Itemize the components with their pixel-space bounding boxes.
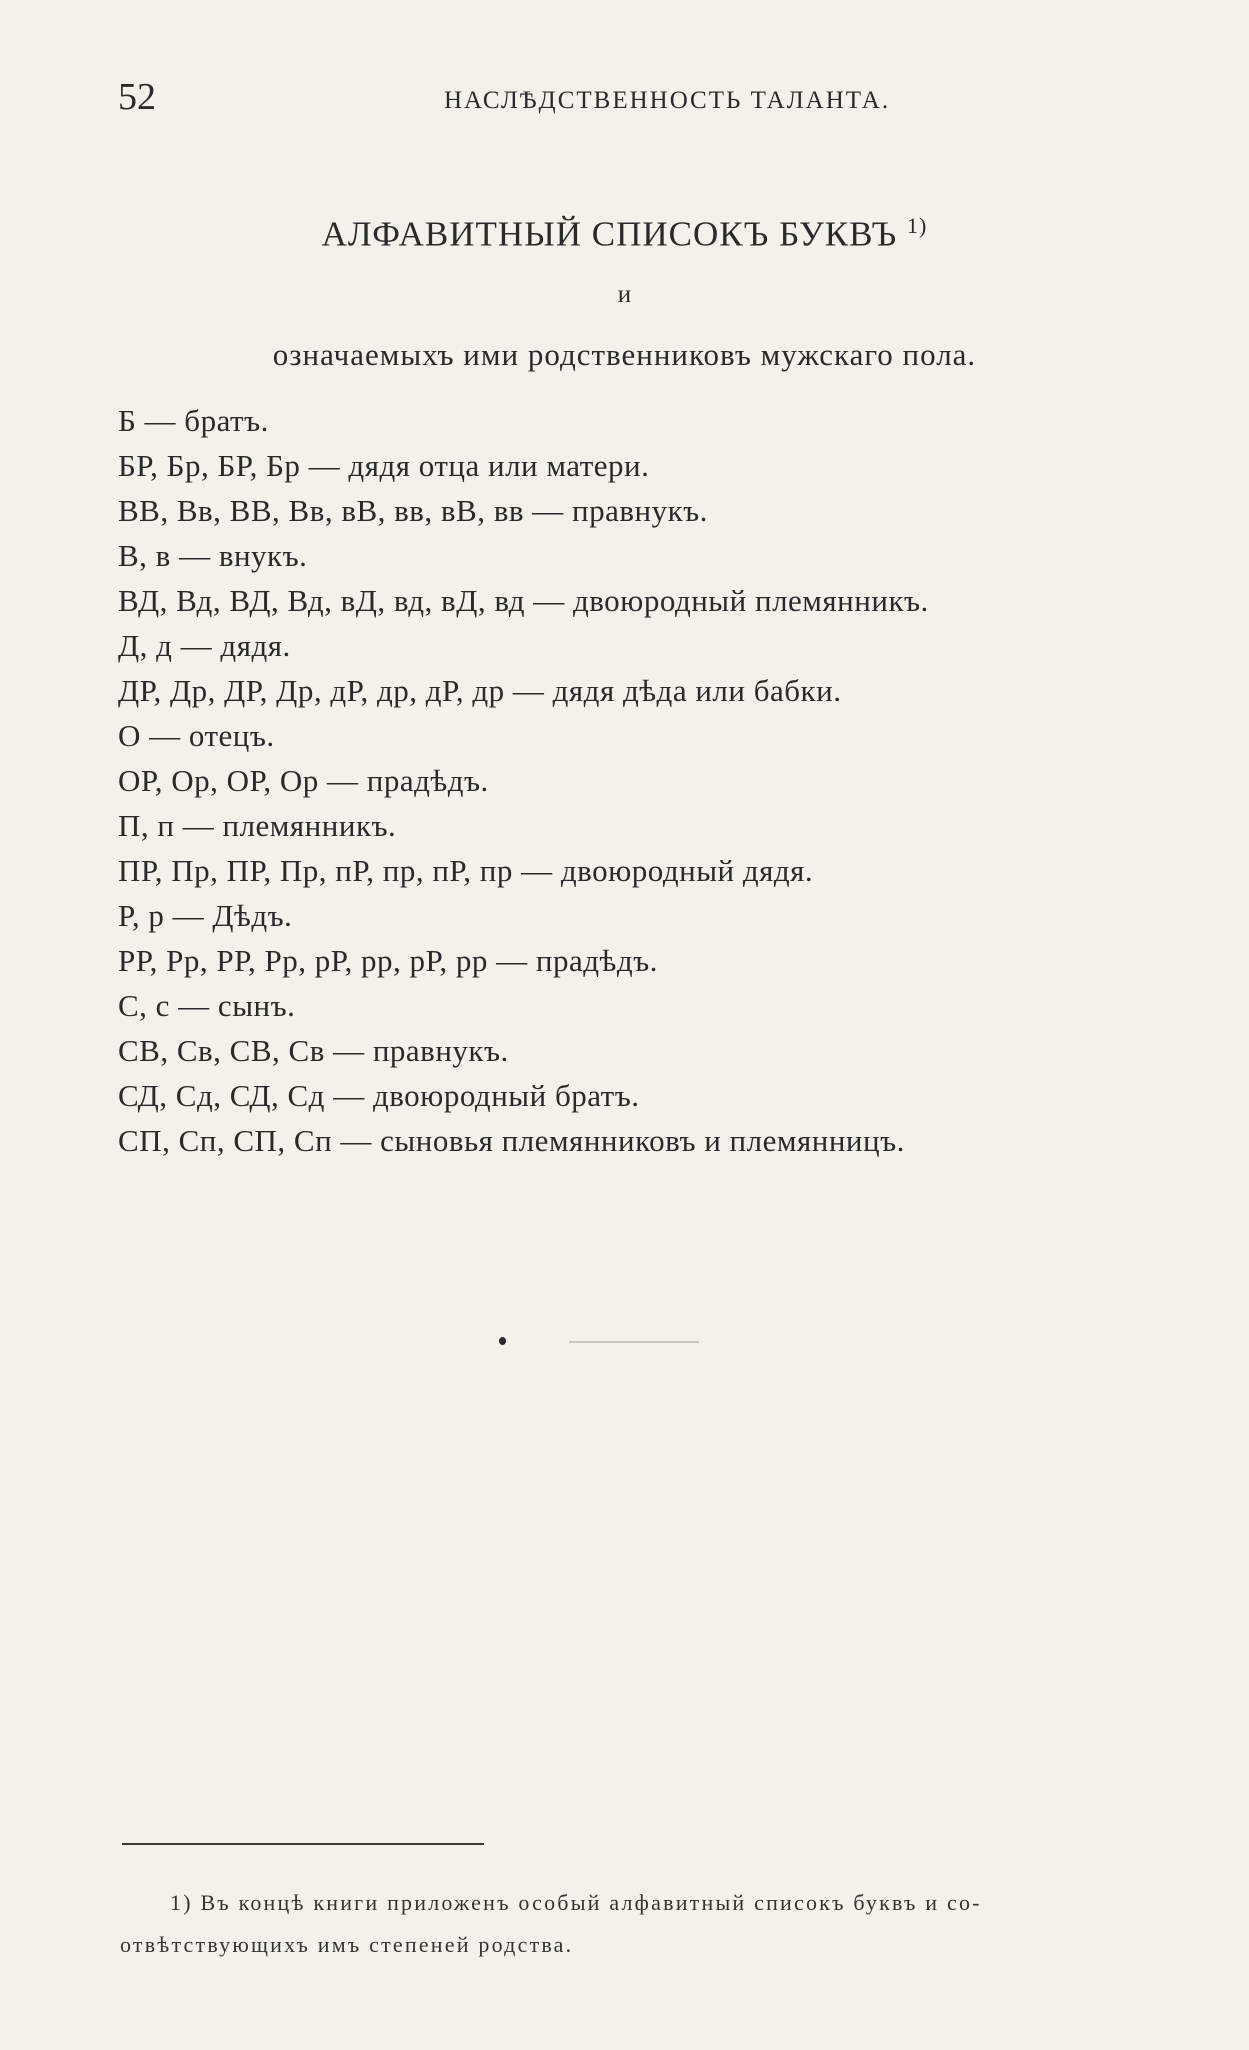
- list-item: С, с — сынъ.: [118, 988, 296, 1023]
- footnote-mark: 1): [170, 1890, 193, 1915]
- list-item: СП, Сп, СП, Сп — сыновья племянниковъ и племянницъ.: [118, 1123, 905, 1158]
- section-ornament: [499, 1333, 629, 1349]
- list-item: ВД, Вд, ВД, Вд, вД, вд, вД, вд — двоюродный племянникъ.: [118, 583, 929, 618]
- letter-list: [118, 398, 1118, 1163]
- list-item: Б — братъ.: [118, 403, 269, 438]
- list-item: В, в — внукъ.: [118, 538, 308, 573]
- running-title: НАСЛѢДСТВЕННОСТЬ ТАЛАНТА.: [444, 87, 891, 114]
- title-footnote-mark: 1): [907, 213, 928, 238]
- list-item: СВ, Св, СВ, Св — правнукъ.: [118, 1033, 509, 1068]
- list-item: Р, р — Дѣдъ.: [118, 898, 293, 933]
- main-title: [0, 198, 1249, 263]
- footnote-line-1: [120, 1882, 1195, 1924]
- title-conjunction: и: [617, 280, 632, 308]
- ornament-line: [569, 1341, 699, 1343]
- list-item: БР, Бр, БР, Бр — дядя отца или матери.: [118, 448, 650, 483]
- footnote-text-1: Въ концѣ книги приложенъ особый алфавитный списокъ буквъ и со-: [200, 1890, 982, 1915]
- footnote-line-2: отвѣтствующихъ имъ степеней родства.: [120, 1932, 574, 1957]
- list-item: ОР, Ор, ОР, Ор — прадѣдъ.: [118, 763, 489, 798]
- list-item: СД, Сд, СД, Сд — двоюродный братъ.: [118, 1078, 640, 1113]
- footnote: [120, 1882, 1195, 1966]
- list-item: П, п — племянникъ.: [118, 808, 397, 843]
- list-item: Д, д — дядя.: [118, 628, 291, 663]
- page-number: 52: [118, 76, 156, 118]
- list-item: О — отецъ.: [118, 718, 275, 753]
- ornament-dot: [499, 1337, 506, 1345]
- running-head: [118, 72, 1128, 122]
- main-title-text: АЛФАВИТНЫЙ СПИСОКЪ БУКВЪ: [321, 214, 898, 254]
- list-item: ПР, Пр, ПР, Пр, пР, пр, пР, пр — двоюродный дядя.: [118, 853, 814, 888]
- subtitle: означаемыхъ ими родственниковъ мужскаго пола.: [272, 336, 977, 372]
- list-item: РР, Рр, РР, Рр, рР, рр, рР, рр — прадѣдъ.: [118, 943, 658, 978]
- list-item: ВВ, Вв, ВВ, Вв, вВ, вв, вВ, вв — правнукъ.: [118, 493, 708, 528]
- footnote-divider: [122, 1843, 484, 1845]
- title-block: [0, 198, 1249, 381]
- list-item: ДР, Др, ДР, Др, дР, др, дР, др — дядя дѣда или бабки.: [118, 673, 842, 708]
